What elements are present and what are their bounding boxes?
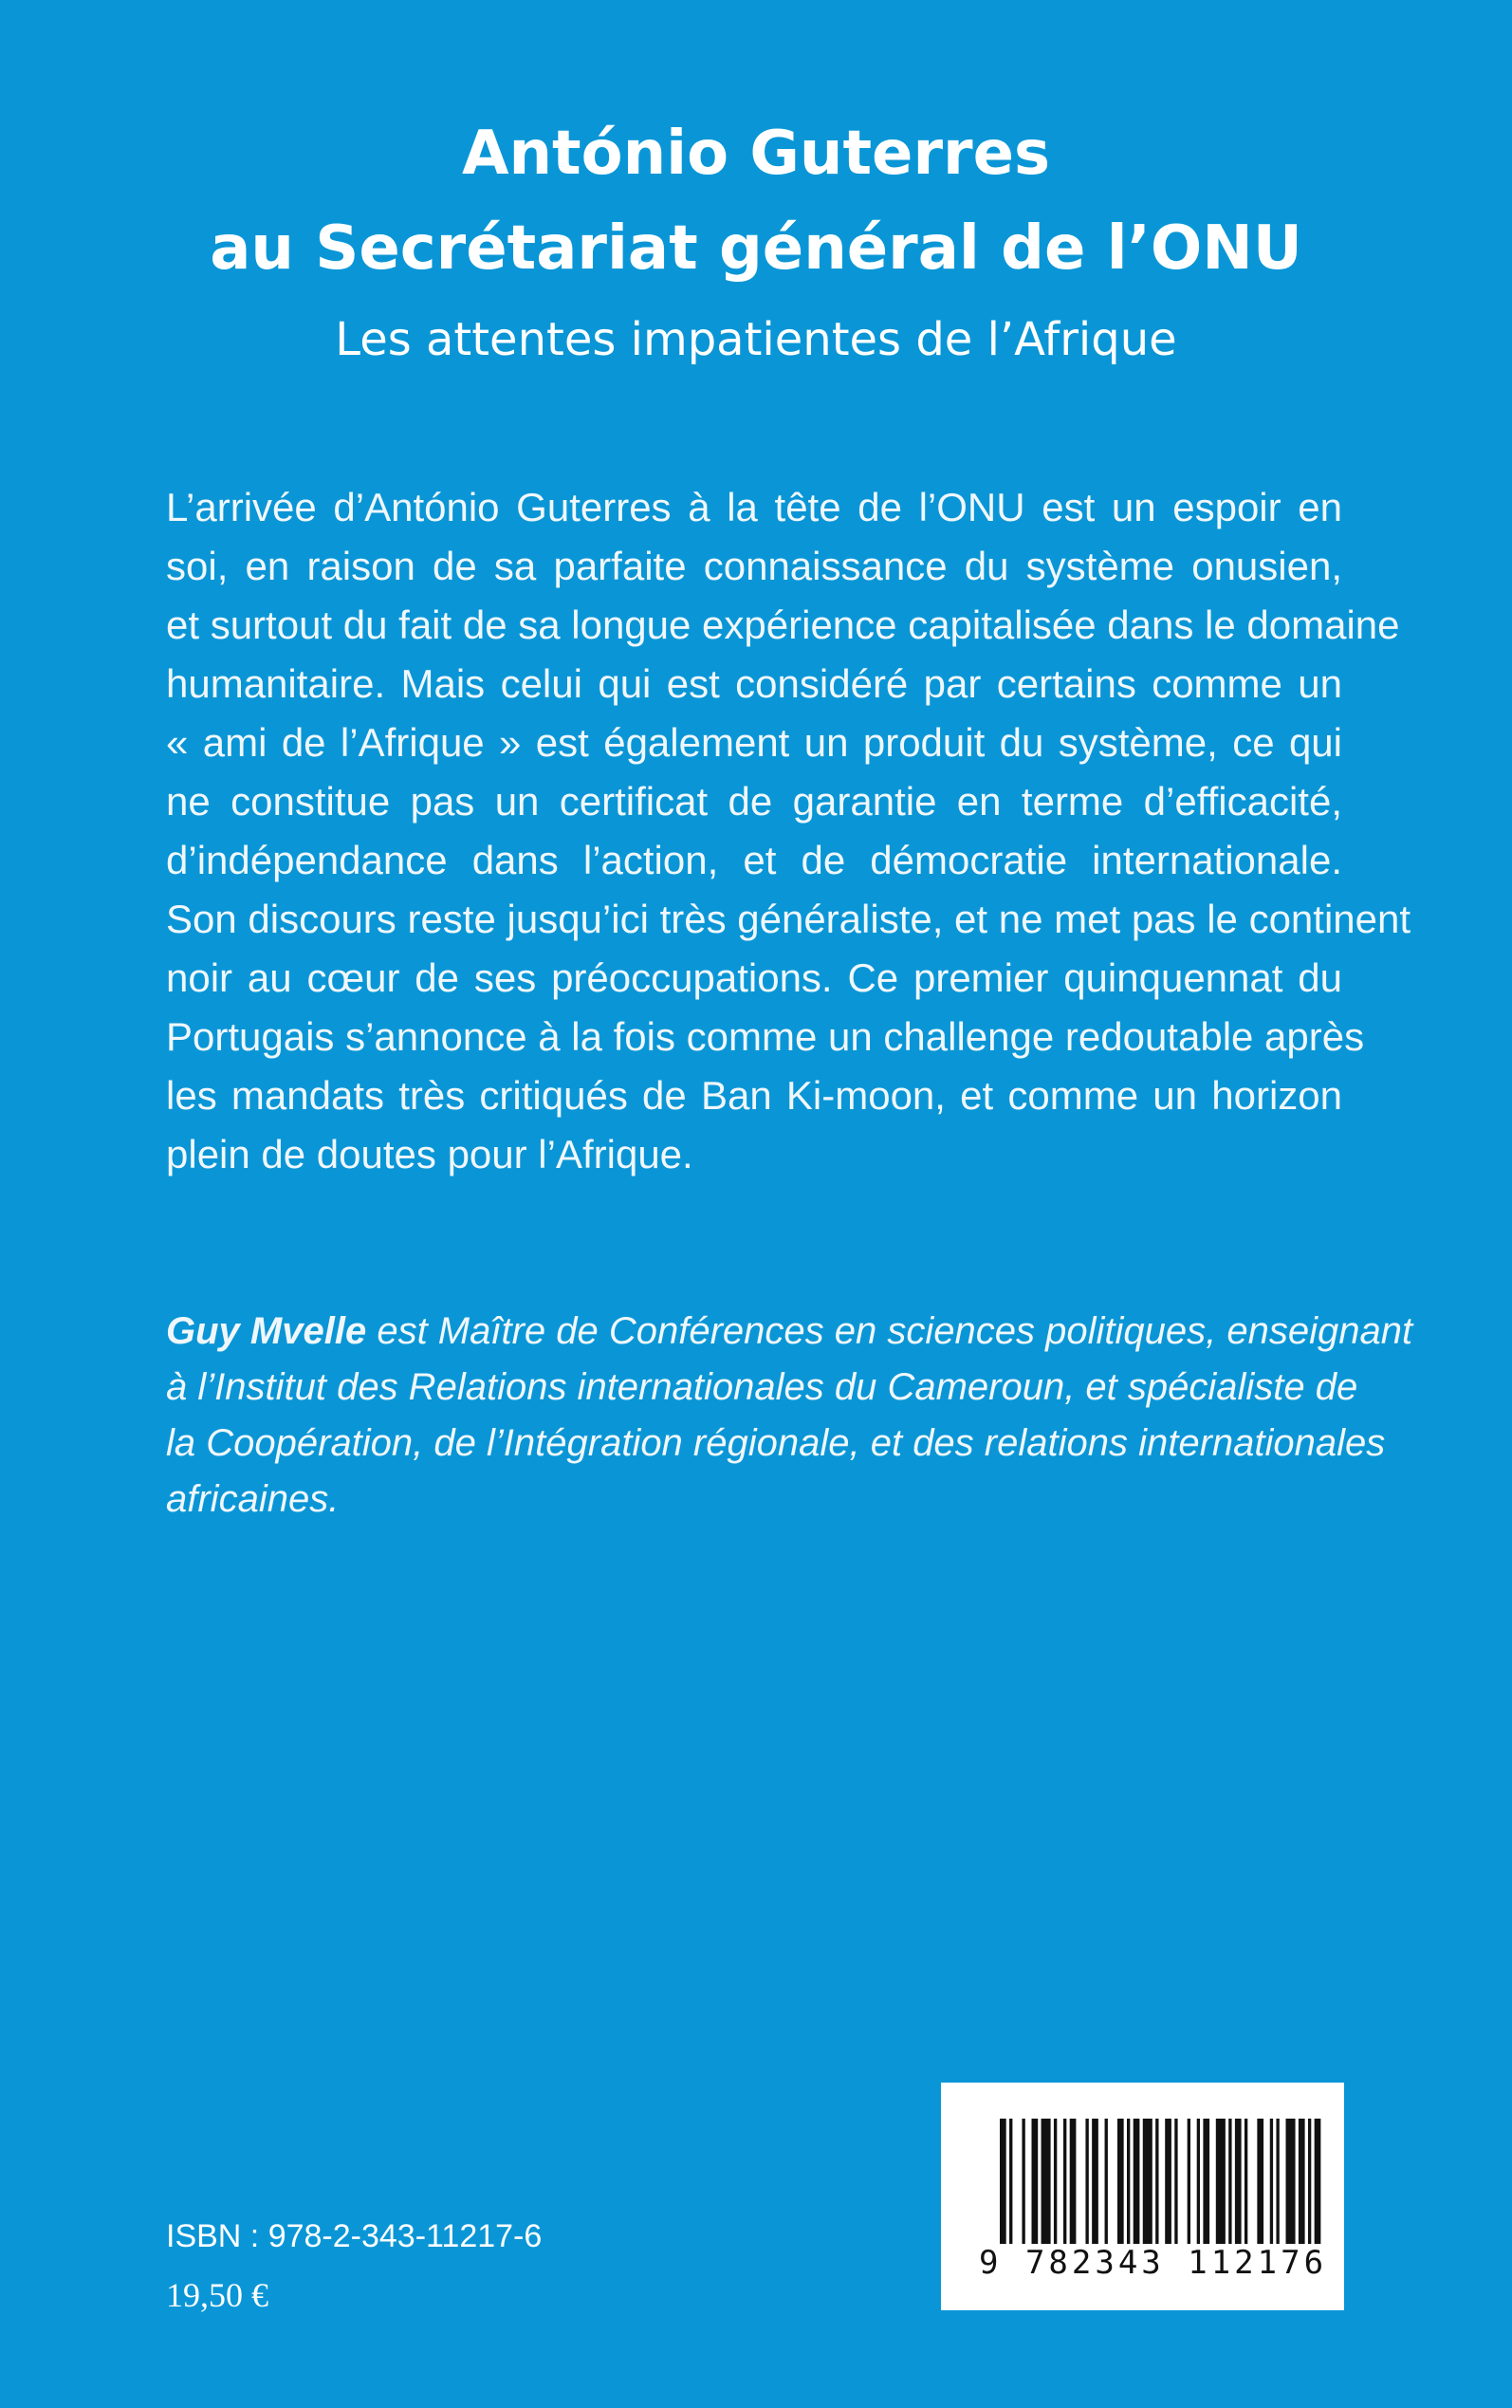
barcode-bar <box>1174 2119 1177 2244</box>
barcode-bar <box>1299 2119 1305 2244</box>
barcode-bar <box>1092 2119 1098 2244</box>
blurb-line: et surtout du fait de sa longue expérience capitalisée dans le domaine <box>166 602 1400 647</box>
blurb-line: Son discours reste jusqu’ici très généraliste, et ne met pas le continent <box>166 897 1411 941</box>
barcode-bar <box>1143 2119 1152 2244</box>
barcode-bar <box>1134 2119 1140 2244</box>
book-title-line-1: António Guterres <box>461 119 1051 189</box>
author-bio-line <box>166 1304 1413 1360</box>
barcode-bar <box>1270 2119 1273 2244</box>
author-name: Guy Mvelle <box>166 1310 367 1352</box>
barcode-bar <box>1054 2119 1057 2244</box>
barcode-bar <box>1155 2119 1158 2244</box>
barcode-bar <box>1165 2119 1171 2244</box>
barcode-bar <box>1286 2119 1296 2244</box>
author-bio-line: africaines. <box>166 1478 340 1520</box>
blurb-line: L’arrivée d’António Guterres à la tête de l’ONU est un espoir en <box>166 485 1342 529</box>
book-subtitle: Les attentes impatientes de l’Afrique <box>335 313 1177 366</box>
blurb-line: Portugais s’annonce à la fois comme un challenge redoutable après <box>166 1014 1365 1059</box>
barcode-bar <box>1070 2119 1077 2244</box>
barcode-bar <box>1257 2119 1263 2244</box>
barcode-bar <box>1009 2119 1012 2244</box>
barcode-bar <box>1197 2119 1200 2244</box>
blurb-line: noir au cœur de ses préoccupations. Ce premier quinquennat du <box>166 955 1342 1000</box>
barcode-bar <box>1085 2119 1088 2244</box>
blurb-line: humanitaire. Mais celui qui est considéré par certains comme un <box>166 661 1342 706</box>
blurb-line: soi, en raison de sa parfaite connaissance du système onusien, <box>166 544 1342 588</box>
barcode-bar <box>1245 2119 1247 2244</box>
barcode-bar <box>1117 2119 1124 2244</box>
price: 19,50 € <box>166 2276 268 2314</box>
blurb-line: plein de doutes pour l’Afrique. <box>166 1132 693 1176</box>
author-bio-line: à l’Institut des Relations internationales du Cameroun, et spécialiste de <box>166 1366 1358 1408</box>
barcode-bar <box>1032 2119 1039 2244</box>
blurb-line: d’indépendance dans l’action, et de démocratie internationale. <box>166 838 1342 882</box>
barcode-bar <box>1276 2119 1279 2244</box>
author-bio <box>166 1304 1413 1528</box>
barcode-bar <box>1216 2119 1226 2244</box>
barcode-bar <box>1105 2119 1108 2244</box>
barcode-bar <box>1042 2119 1051 2244</box>
book-title-line-2: au Secrétariat général de l’ONU <box>210 213 1302 284</box>
barcode-bar <box>1127 2119 1130 2244</box>
barcode-bar <box>1315 2119 1321 2244</box>
author-bio-text: est Maître de Conférences en sciences politiques, enseignant <box>366 1310 1413 1352</box>
isbn-number: ISBN : 978-2-343-11217-6 <box>166 2218 543 2254</box>
blurb-line: ne constitue pas un certificat de garantie en terme d’efficacité, <box>166 779 1342 824</box>
barcode-bar <box>1235 2119 1242 2244</box>
blurb-line: les mandats très critiqués de Ban Ki-moon, et comme un horizon <box>166 1073 1342 1118</box>
barcode-bar <box>1000 2119 1006 2244</box>
barcode-bar <box>1188 2119 1190 2244</box>
barcode-bar <box>1308 2119 1311 2244</box>
barcode-bar <box>1203 2119 1209 2244</box>
barcode <box>941 2083 1344 2310</box>
barcode-bar <box>1063 2119 1066 2244</box>
author-bio-line: la Coopération, de l’Intégration régionale, et des relations internationales <box>166 1422 1386 1464</box>
blurb-line: « ami de l’Afrique » est également un produit du système, ce qui <box>166 720 1342 765</box>
barcode-digits: 9 782343 112176 <box>979 2244 1328 2282</box>
barcode-bar <box>1022 2119 1024 2244</box>
barcode-bar <box>1228 2119 1231 2244</box>
blurb-paragraph <box>166 478 1411 1184</box>
